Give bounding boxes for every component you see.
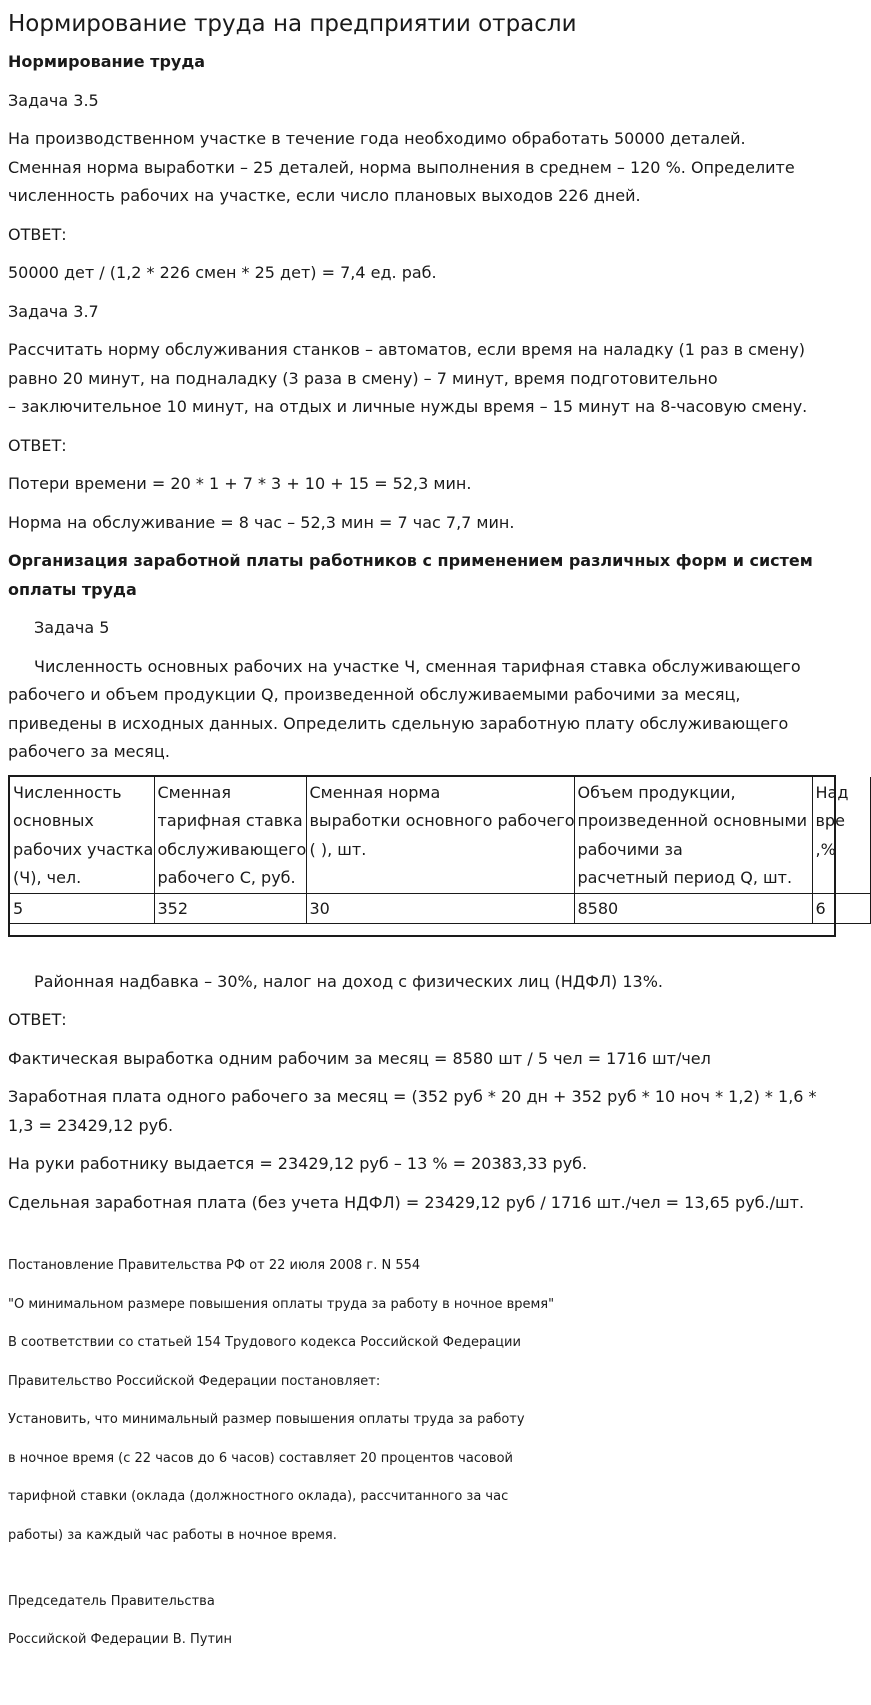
table-header-cell-norm: Сменная норма выработки основного рабочего ( ), шт. [306,777,574,894]
answer-line: 50000 дет / (1,2 * 226 смен * 25 дет) = 7,4 ед. раб. [8,263,437,282]
task-3-7-line: равно 20 минут, на подналадку (3 раза в смену) – 7 минут, время подготовительно [8,368,718,388]
task-label-3-5: Задача 3.5 [8,90,99,110]
table-header-cell-volume: Объем продукции, произведенной основными рабочими за расчетный период Q, шт. [574,777,812,894]
decree-line: В соответствии со статьей 154 Трудового кодекса Российской Федерации [8,1335,521,1350]
table-row [10,893,870,924]
table-cell: 30 [306,893,574,924]
table-cell: 352 [154,893,306,924]
section-heading-wages: Организация заработной платы работников с применением различных форм и систем [8,551,813,570]
decree-line: работы) за каждый час работы в ночное время. [8,1527,337,1543]
task-3-5-line: Сменная норма выработки – 25 деталей, норма выполнения в среднем – 120 %. Определите [8,157,795,177]
answer-label: ОТВЕТ: [8,224,67,244]
surcharge-note: Районная надбавка – 30%, налог на доход с физических лиц (НДФЛ) 13%. [34,971,663,991]
task-3-5-line: численность рабочих на участке, если число плановых выходов 226 дней. [8,186,641,205]
answer-line: Сдельная заработная плата (без учета НДФЛ) = 23429,12 руб / 1716 шт./чел = 13,65 руб./шт. [8,1192,805,1212]
table-cell: 8580 [574,893,812,924]
answer-line: 1,3 = 23429,12 руб. [8,1115,174,1135]
decree-line: Правительство Российской Федерации постановляет: [8,1373,381,1389]
task-5-line: рабочего за месяц. [8,742,170,761]
task-3-7-line: Рассчитать норму обслуживания станков – автоматов, если время на наладку (1 раз в смену) [8,340,805,359]
task-3-7-line: – заключительное 10 минут, на отдых и личные нужды время – 15 минут на 8-часовую смену. [8,397,808,416]
input-data-table [8,775,849,937]
answer-label: ОТВЕТ: [8,435,67,455]
decree-line: тарифной ставки (оклада (должностного оклада), рассчитанного за час [8,1489,509,1504]
answer-label: ОТВЕТ: [8,1010,67,1029]
decree-line: "О минимальном размере повышения оплаты труда за работу в ночное время" [8,1296,555,1312]
table-cell: 5 [10,893,154,924]
signature-line: Российской Федерации В. Путин [8,1632,232,1647]
table-header-cell-rate: Сменная тарифная ставка обслуживающего рабочего С, руб. [154,777,306,894]
answer-line: Фактическая выработка одним рабочим за месяц = 8580 шт / 5 чел = 1716 шт/чел [8,1048,711,1068]
decree-line: в ночное время (с 22 часов до 6 часов) составляет 20 процентов часовой [8,1450,513,1466]
decree-line: Постановление Правительства РФ от 22 июля 2008 г. N 554 [8,1258,421,1273]
answer-line: На руки работнику выдается = 23429,12 руб – 13 % = 20383,33 руб. [8,1154,588,1173]
signature-line: Председатель Правительства [8,1593,215,1609]
page-title: Нормирование труда на предприятии отрасли [8,11,577,37]
task-label-3-7: Задача 3.7 [8,301,99,321]
section-heading-norm: Нормирование труда [8,52,206,71]
task-5-line: Численность основных рабочих на участке Ч, сменная тарифная ставка обслуживающего [34,656,801,676]
task-label-5: Задача 5 [34,618,110,637]
table-header-cell-workers: Численность основных рабочих участка (Ч), чел. [10,777,154,894]
section-heading-wages: оплаты труда [8,579,137,599]
task-3-5-line: На производственном участке в течение года необходимо обработать 50000 деталей. [8,129,746,148]
table-header-cell-bonus: Над вре ,% [812,777,870,894]
answer-line: Заработная плата одного рабочего за месяц = (352 руб * 20 дн + 352 руб * 10 ноч * 1,2) * 1,6 * [8,1087,817,1106]
task-5-line: приведены в исходных данных. Определить сдельную заработную плату обслуживающего [8,713,789,733]
decree-line: Установить, что минимальный размер повышения оплаты труда за работу [8,1412,525,1427]
answer-line: Норма на обслуживание = 8 час – 52,3 мин = 7 час 7,7 мин. [8,512,515,532]
decree-block [8,1257,839,1649]
task-5-line: рабочего и объем продукции Q, произведенной обслуживаемыми рабочими за месяц, [8,685,741,704]
table-header-row [10,777,870,894]
table-cell: 6 [812,893,870,924]
answer-line: Потери времени = 20 * 1 + 7 * 3 + 10 + 15 = 52,3 мин. [8,474,472,493]
